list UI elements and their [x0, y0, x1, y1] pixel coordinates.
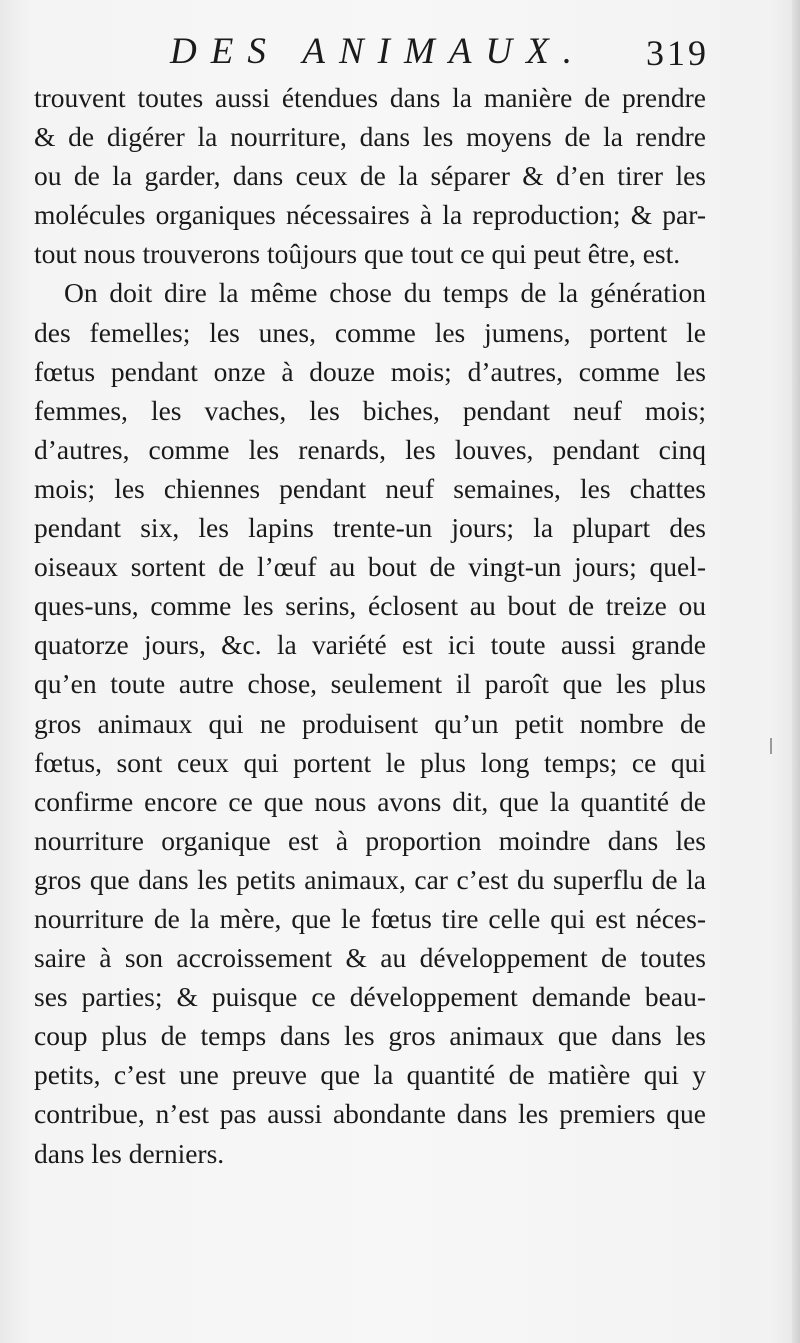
text-line: On doit dire la même chose du temps de la génération [64, 277, 706, 309]
text-line: contribue, n’est pas aussi abondante dans les premiers que [34, 1098, 706, 1130]
text-line: nourriture organique est à proportion moindre dans les [34, 824, 706, 856]
text-line: gros animaux qui ne produisent qu’un petit nombre de [34, 707, 706, 739]
body-text [34, 78, 706, 1173]
text-line: des femelles; les unes, comme les jumens, portent le [34, 316, 706, 348]
text-line: molécules organiques nécessaires à la reproduction; & par- [34, 199, 706, 231]
page-edge-shadow [792, 0, 800, 1343]
text-line: ses parties; & puisque ce développement demande beau- [34, 981, 706, 1013]
text-line: fœtus pendant onze à douze mois; d’autres, comme les [34, 355, 706, 387]
text-line: quatorze jours, &c. la variété est ici toute aussi grande [34, 629, 706, 661]
text-line: qu’en toute autre chose, seulement il paroît que les plus [34, 668, 706, 700]
text-line: trouvent toutes aussi étendues dans la manière de prendre [34, 82, 706, 113]
page-number: 319 [646, 33, 709, 73]
text-line: pendant six, les lapins trente-un jours; la plupart des [34, 512, 706, 544]
text-line: ou de la garder, dans ceux de la séparer & d’en tirer les [34, 160, 706, 192]
margin-mark [770, 738, 772, 754]
text-line: coup plus de temps dans les gros animaux que dans les [34, 1020, 706, 1052]
running-title: DES ANIMAUX. [170, 31, 586, 72]
text-line: femmes, les vaches, les biches, pendant neuf mois; [34, 394, 706, 426]
paragraph-2 [34, 273, 706, 1172]
text-line: fœtus, sont ceux qui portent le plus long temps; ce qui [34, 746, 706, 778]
text-line: ques-uns, comme les serins, éclosent au bout de treize ou [34, 590, 706, 622]
text-line: saire à son accroissement & au développement de toutes [34, 942, 706, 974]
text-line: mois; les chiennes pendant neuf semaines, les chattes [34, 472, 706, 504]
text-line: gros que dans les petits animaux, car c’est du superflu de la [34, 863, 706, 895]
text-line: dans les derniers. [34, 1137, 225, 1169]
paragraph-1 [34, 78, 706, 273]
text-line: & de digérer la nourriture, dans les moyens de la rendre [34, 121, 706, 153]
text-line: tout nous trouverons toûjours que tout ce qui peut être, est. [34, 238, 681, 270]
text-line: oiseaux sortent de l’œuf au bout de vingt-un jours; quel- [34, 551, 706, 583]
text-line: d’autres, comme les renards, les louves, pendant cinq [34, 433, 706, 465]
text-line: confirme encore ce que nous avons dit, que la quantité de [34, 785, 706, 817]
text-line: nourriture de la mère, que le fœtus tire celle qui est néces- [34, 902, 706, 934]
page-header [0, 30, 800, 80]
text-line: petits, c’est une preuve que la quantité de matière qui y [34, 1059, 706, 1091]
